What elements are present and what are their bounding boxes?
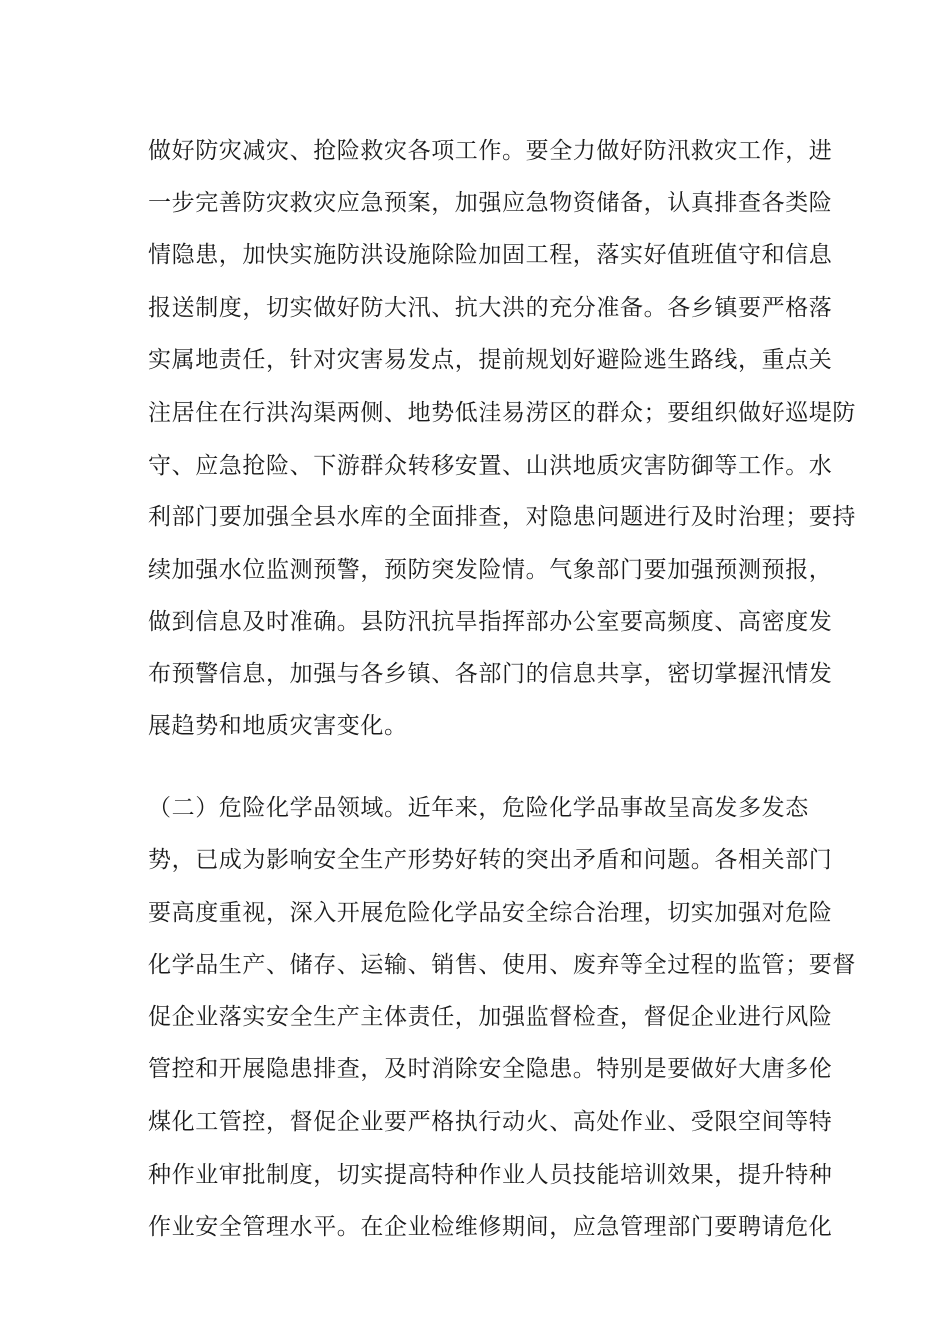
- paragraph-line: 做到信息及时准确。县防汛抗旱指挥部办公室要高频度、高密度发: [148, 609, 833, 635]
- paragraph-line: 报送制度，切实做好防大汛、抗大洪的充分准备。各乡镇要严格落: [148, 295, 833, 321]
- paragraph-line: 作业安全管理水平。在企业检维修期间，应急管理部门要聘请危化: [148, 1214, 833, 1240]
- paragraph-line: 做好防灾减灾、抢险救灾各项工作。要全力做好防汛救灾工作，进: [148, 138, 833, 164]
- paragraph-line: 要高度重视，深入开展危险化学品安全综合治理，切实加强对危险: [148, 900, 833, 926]
- paragraph-line: 管控和开展隐患排查，及时消除安全隐患。特别是要做好大唐多伦: [148, 1056, 833, 1082]
- paragraph-line: 促企业落实安全生产主体责任，加强监督检查，督促企业进行风险: [148, 1004, 833, 1030]
- paragraph-line: 化学品生产、储存、运输、销售、使用、废弃等全过程的监管；要督: [148, 952, 856, 978]
- paragraph-line: 煤化工管控，督促企业要严格执行动火、高处作业、受限空间等特: [148, 1109, 833, 1135]
- paragraph-line: 势，已成为影响安全生产形势好转的突出矛盾和问题。各相关部门: [148, 847, 833, 873]
- paragraph-line: 一步完善防灾救灾应急预案，加强应急物资储备，认真排查各类险: [148, 190, 833, 216]
- paragraph-line: 情隐患，加快实施防洪设施除险加固工程，落实好值班值守和信息: [148, 242, 833, 268]
- paragraph-line: 布预警信息，加强与各乡镇、各部门的信息共享，密切掌握汛情发: [148, 661, 833, 687]
- paragraph-line: （二）危险化学品领域。近年来，危险化学品事故呈高发多发态: [148, 795, 809, 821]
- paragraph-line: 守、应急抢险、下游群众转移安置、山洪地质灾害防御等工作。水: [148, 453, 833, 479]
- paragraph-line: 种作业审批制度，切实提高特种作业人员技能培训效果，提升特种: [148, 1162, 833, 1188]
- paragraph-line: 利部门要加强全县水库的全面排查，对隐患问题进行及时治理；要持: [148, 504, 856, 530]
- paragraph-line: 实属地责任，针对灾害易发点，提前规划好避险逃生路线，重点关: [148, 347, 833, 373]
- paragraph-line: 注居住在行洪沟渠两侧、地势低洼易涝区的群众；要组织做好巡堤防: [148, 400, 856, 426]
- paragraph-line: 续加强水位监测预警，预防突发险情。气象部门要加强预测预报，: [148, 557, 833, 583]
- paragraph-line: 展趋势和地质灾害变化。: [148, 713, 408, 739]
